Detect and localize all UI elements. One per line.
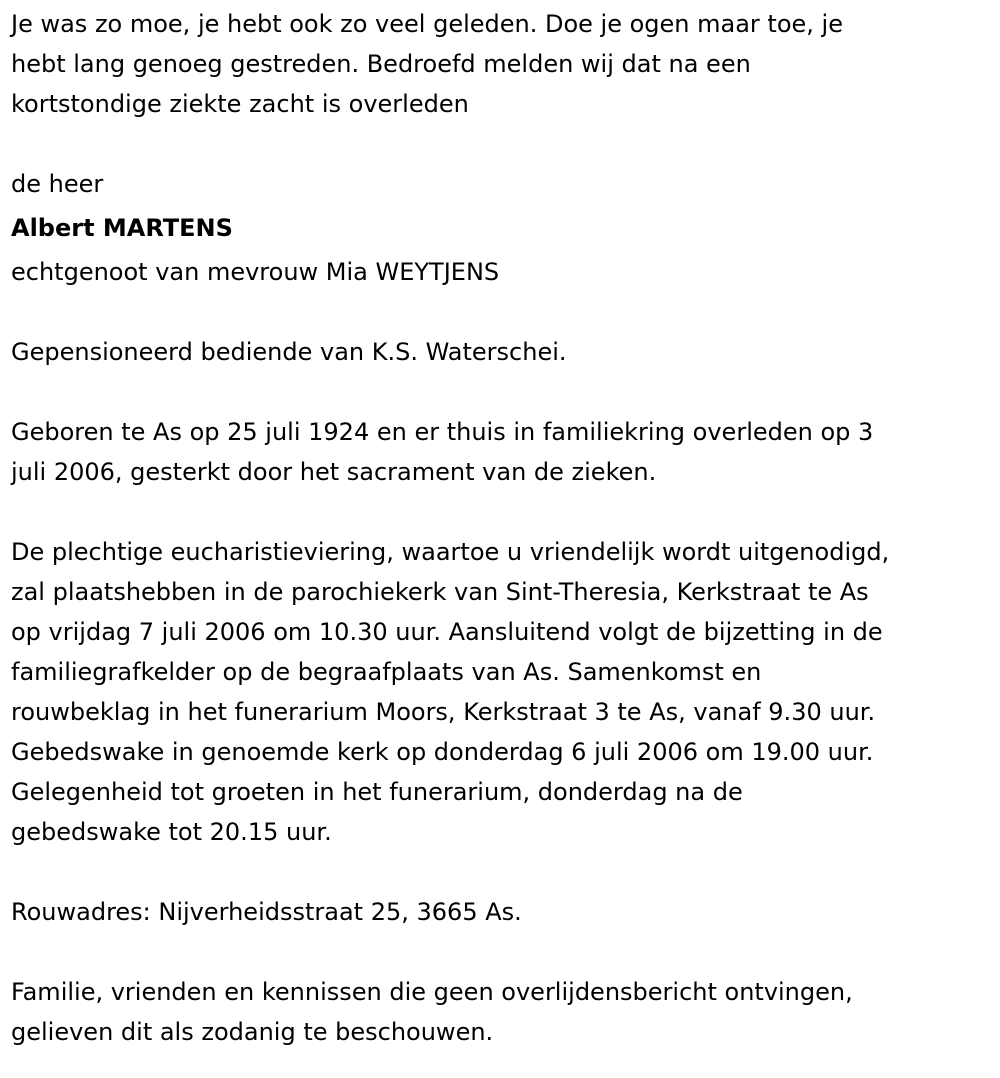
ceremony-line: op vrijdag 7 juli 2006 om 10.30 uur. Aansluitend volgt de bijzetting in de <box>11 618 883 646</box>
closing-paragraph <box>11 972 988 1052</box>
closing-line: Familie, vrienden en kennissen die geen overlijdensbericht ontvingen, <box>11 978 853 1006</box>
intro-line: Je was zo moe, je hebt ook zo veel geleden. Doe je ogen maar toe, je <box>11 10 843 38</box>
ceremony-line: rouwbeklag in het funerarium Moors, Kerkstraat 3 te As, vanaf 9.30 uur. <box>11 698 876 726</box>
ceremony-line: Gelegenheid tot groeten in het funerarium, donderdag na de <box>11 778 743 806</box>
address-paragraph <box>11 892 988 932</box>
ceremony-line: Gebedswake in genoemde kerk op donderdag 6 juli 2006 om 19.00 uur. <box>11 738 874 766</box>
ceremony-line: De plechtige eucharistieviering, waartoe u vriendelijk wordt uitgenodigd, <box>11 538 890 566</box>
occupation-line: Gepensioneerd bediende van K.S. Waterschei. <box>11 338 567 366</box>
honorific: de heer <box>11 170 104 198</box>
ceremony-line: gebedswake tot 20.15 uur. <box>11 818 332 846</box>
mourning-address: Rouwadres: Nijverheidsstraat 25, 3665 As. <box>11 898 522 926</box>
ceremony-paragraph <box>11 532 988 852</box>
occupation-paragraph <box>11 332 988 372</box>
spouse-line: echtgenoot van mevrouw Mia WEYTJENS <box>11 258 500 286</box>
intro-line: hebt lang genoeg gestreden. Bedroefd melden wij dat na een <box>11 50 751 78</box>
birth-death-line: Geboren te As op 25 juli 1924 en er thuis in familiekring overleden op 3 <box>11 418 874 446</box>
deceased-name: Albert MARTENS <box>11 214 233 242</box>
birth-death-paragraph <box>11 412 988 492</box>
ceremony-line: familiegrafkelder op de begraafplaats van As. Samenkomst en <box>11 658 762 686</box>
ceremony-line: zal plaatshebben in de parochiekerk van Sint-Theresia, Kerkstraat te As <box>11 578 869 606</box>
intro-paragraph <box>11 4 988 124</box>
birth-death-line: juli 2006, gesterkt door het sacrament van de zieken. <box>11 458 657 486</box>
intro-line: kortstondige ziekte zacht is overleden <box>11 90 469 118</box>
closing-line: gelieven dit als zodanig te beschouwen. <box>11 1018 494 1046</box>
